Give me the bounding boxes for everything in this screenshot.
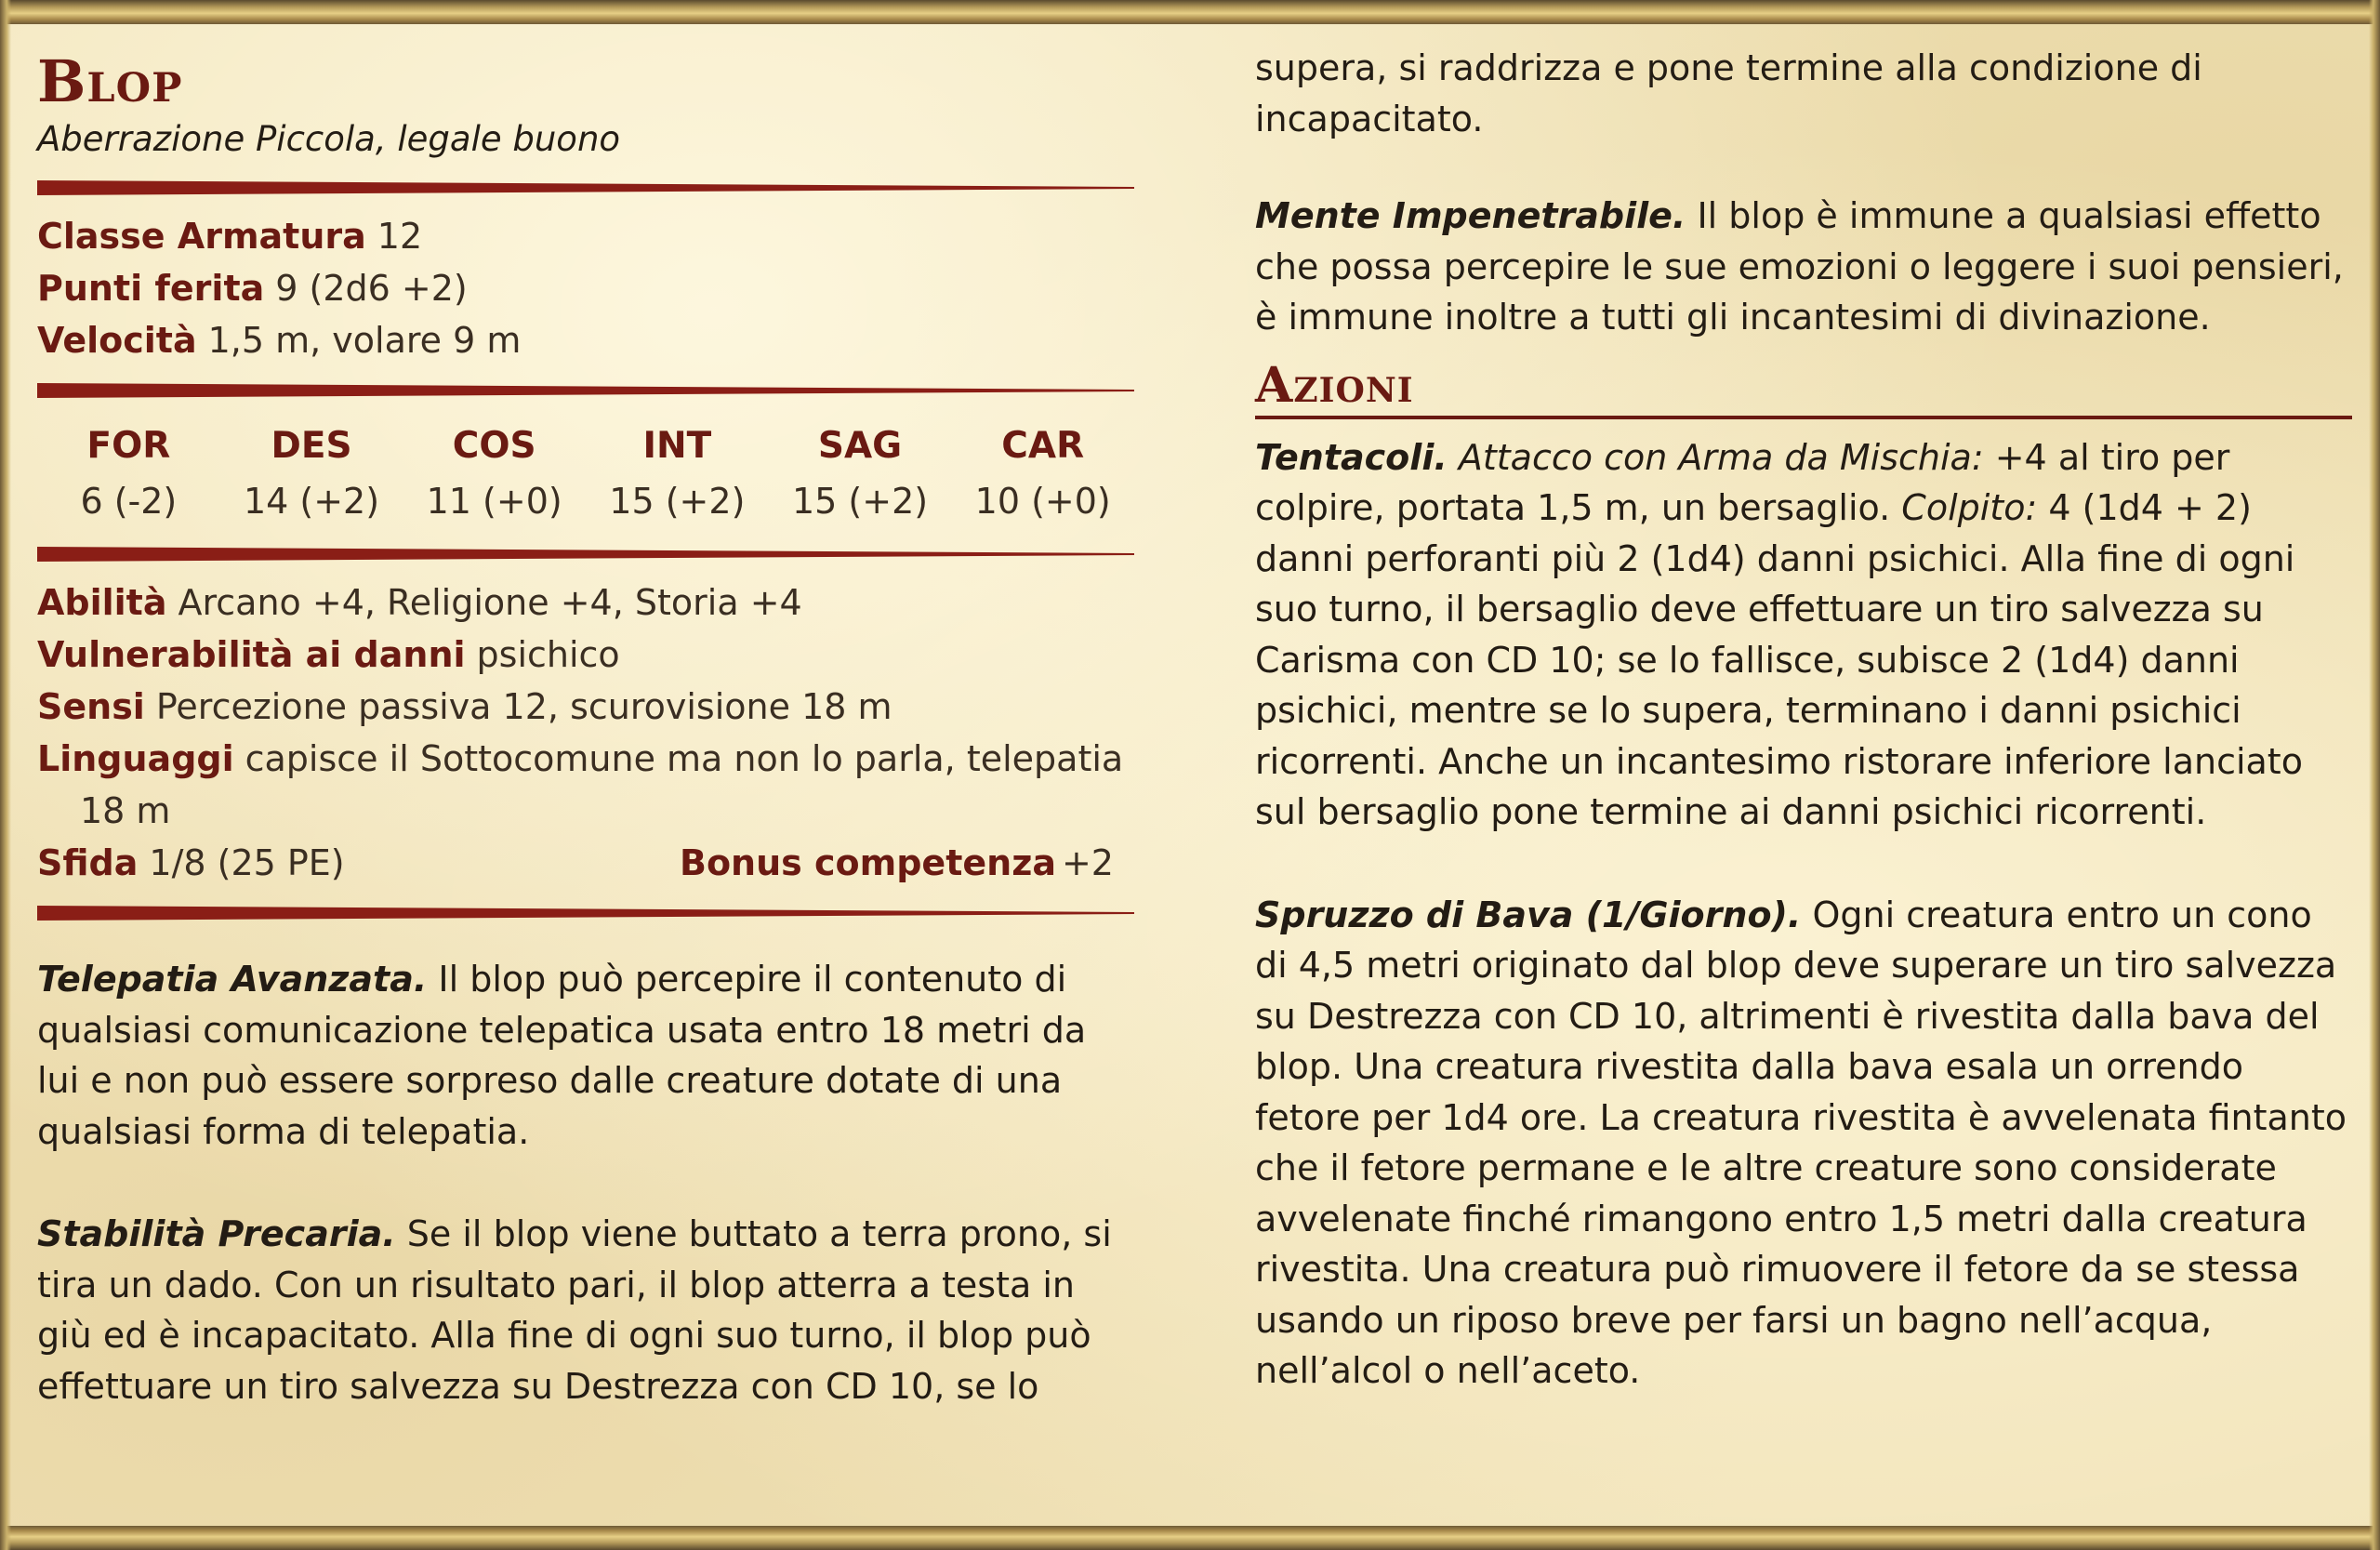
action-text: Ogni creatura entro un cono di 4,5 metri originato dal blop deve superare un tiro salvezza su Destrezza con CD 10, altrimenti è rivestita dalla bava del blop. Una creatura rivestita dalla bava esala un orrendo fetore per 1d4 ore. La creatura rivestita è avvelenata fintanto che il fetore permane e le altre creature sono considerate avvelenate finché rimangono entro 1,5 metri dalla creatura rivestita. Una creatura può rimuovere il fetore da se stessa usando un riposo breve per farsi un bagno nell’acqua, nell’alcol o nell’aceto. [1255, 894, 2347, 1391]
actions-heading: Azioni [1255, 356, 1414, 414]
ability-des [220, 420, 403, 530]
hit-points-value: 9 (2d6 +2) [275, 268, 468, 309]
ability-name: DES [271, 425, 352, 467]
languages-label: Linguaggi [37, 738, 234, 779]
action-slime-spray [1255, 890, 2352, 1397]
ability-for [37, 420, 220, 530]
defenses-block [37, 210, 1134, 366]
challenge-group [37, 837, 345, 889]
vulnerability-value: psichico [476, 634, 620, 675]
trait-title: Stabilità Precaria. [37, 1213, 396, 1254]
skills-label: Abilità [37, 582, 167, 623]
hit-points-label: Punti ferita [37, 268, 265, 309]
ability-scores [37, 420, 1134, 530]
languages-line [37, 733, 1134, 785]
frame-top [0, 0, 2380, 24]
attack-type-label: Attacco con Arma da Mischia: [1458, 436, 1984, 478]
speed-value: 1,5 m, volare 9 m [207, 320, 522, 361]
ability-name: COS [452, 425, 536, 467]
trait-advanced-telepathy [37, 954, 1134, 1157]
senses-label: Sensi [37, 686, 145, 727]
divider-rule [37, 383, 1134, 398]
proficiency-value: +2 [1061, 842, 1114, 883]
hit-label: Colpito: [1901, 487, 2038, 528]
senses-value: Percezione passiva 12, scurovisione 18 m [155, 686, 892, 727]
trait-title: Telepatia Avanzata. [37, 959, 428, 1000]
armor-class-label: Classe Armatura [37, 216, 366, 257]
languages-value-continued: 18 m [80, 790, 171, 831]
ability-value: 15 (+2) [791, 481, 929, 522]
frame-right [2369, 0, 2380, 1550]
senses-line [37, 681, 1134, 733]
trait-precarious-stability-continued [1255, 43, 2352, 144]
creature-name: Blop [37, 47, 183, 115]
action-text: 4 (1d4 + 2) danni perforanti più 2 (1d4) danni psichici. Alla fine di ogni suo turno, il bersaglio deve effettuare un tiro salvezza su Carisma con CD 10; se lo fallisce, subisce 2 (1d4) danni psichici, mentre se lo supera, terminano i danni psichici ricorrenti. Anche un incantesimo ristorare inferiore lanciato sul bersaglio pone termine ai danni psichici ricorrenti. [1255, 487, 2303, 832]
vulnerability-line [37, 629, 1134, 681]
divider-rule [37, 180, 1134, 195]
trait-text: Il blop può percepire il contenuto di qualsiasi comunicazione telepatica usata entro 18 metri da lui e non può essere sorpreso dalle creature dotate di una qualsiasi forma di telepatia. [37, 959, 1087, 1152]
stat-block-right-column [1255, 43, 2352, 1449]
creature-subtitle: Aberrazione Piccola, legale buono [37, 119, 621, 159]
trait-text: Se il blop viene buttato a terra prono, si tira un dado. Con un risultato pari, il blop atterra a testa in giù ed è incapacitato. Alla fine di ogni suo turno, il blop può effettuare un tiro salvezza su Destrezza con CD 10, se lo [37, 1213, 1112, 1407]
ability-int [586, 420, 769, 530]
action-tentacles [1255, 432, 2352, 838]
challenge-label: Sfida [37, 842, 139, 883]
speed-label: Velocità [37, 320, 197, 361]
speed-line [37, 314, 1134, 366]
frame-bottom [0, 1526, 2380, 1550]
ability-name: CAR [1001, 425, 1085, 467]
trait-title: Mente Impenetrabile. [1255, 195, 1686, 236]
ability-value: 10 (+0) [974, 481, 1111, 522]
proficiency-label: Bonus competenza [679, 842, 1056, 883]
trait-precarious-stability [37, 1209, 1134, 1411]
divider-rule [37, 906, 1134, 921]
skills-value: Arcano +4, Religione +4, Storia +4 [178, 582, 802, 623]
ability-value: 11 (+0) [426, 481, 562, 522]
ability-value: 6 (-2) [80, 481, 178, 522]
stat-block-left-column [37, 46, 1134, 1464]
proficiency-group [680, 837, 1114, 889]
hit-points-line [37, 262, 1134, 314]
ability-car [951, 420, 1134, 530]
ability-sag [769, 420, 952, 530]
actions-heading-rule [1255, 416, 2352, 419]
armor-class-value: 12 [377, 216, 423, 257]
ability-name: SAG [817, 425, 903, 467]
action-text: +4 al tiro per colpire, portata 1,5 m, un bersaglio. [1255, 436, 2230, 528]
languages-value: capisce il Sottocomune ma non lo parla, telepatia [245, 738, 1124, 779]
ability-value: 14 (+2) [243, 481, 380, 522]
trait-text: supera, si raddrizza e pone termine alla condizione di incapacitato. [1255, 47, 2202, 139]
challenge-line [37, 837, 1114, 889]
challenge-value: 1/8 (25 PE) [149, 842, 345, 883]
divider-rule [37, 547, 1134, 562]
details-block [37, 576, 1134, 889]
action-title: Spruzzo di Bava (1/Giorno). [1255, 894, 1802, 935]
ability-name: FOR [86, 425, 171, 467]
vulnerability-label: Vulnerabilità ai danni [37, 634, 466, 675]
ability-cos [403, 420, 586, 530]
trait-impenetrable-mind [1255, 191, 2352, 343]
trait-text: Il blop è immune a qualsiasi effetto che possa percepire le sue emozioni o leggere i suoi pensieri, è immune inoltre a tutti gli incantesimi di divinazione. [1255, 195, 2344, 338]
ability-value: 15 (+2) [609, 481, 746, 522]
frame-left [0, 0, 11, 1550]
action-title: Tentacoli. [1255, 436, 1448, 478]
armor-class-line [37, 210, 1134, 262]
skills-line [37, 576, 1134, 629]
languages-line-continued [37, 785, 1134, 837]
ability-name: INT [642, 425, 712, 467]
